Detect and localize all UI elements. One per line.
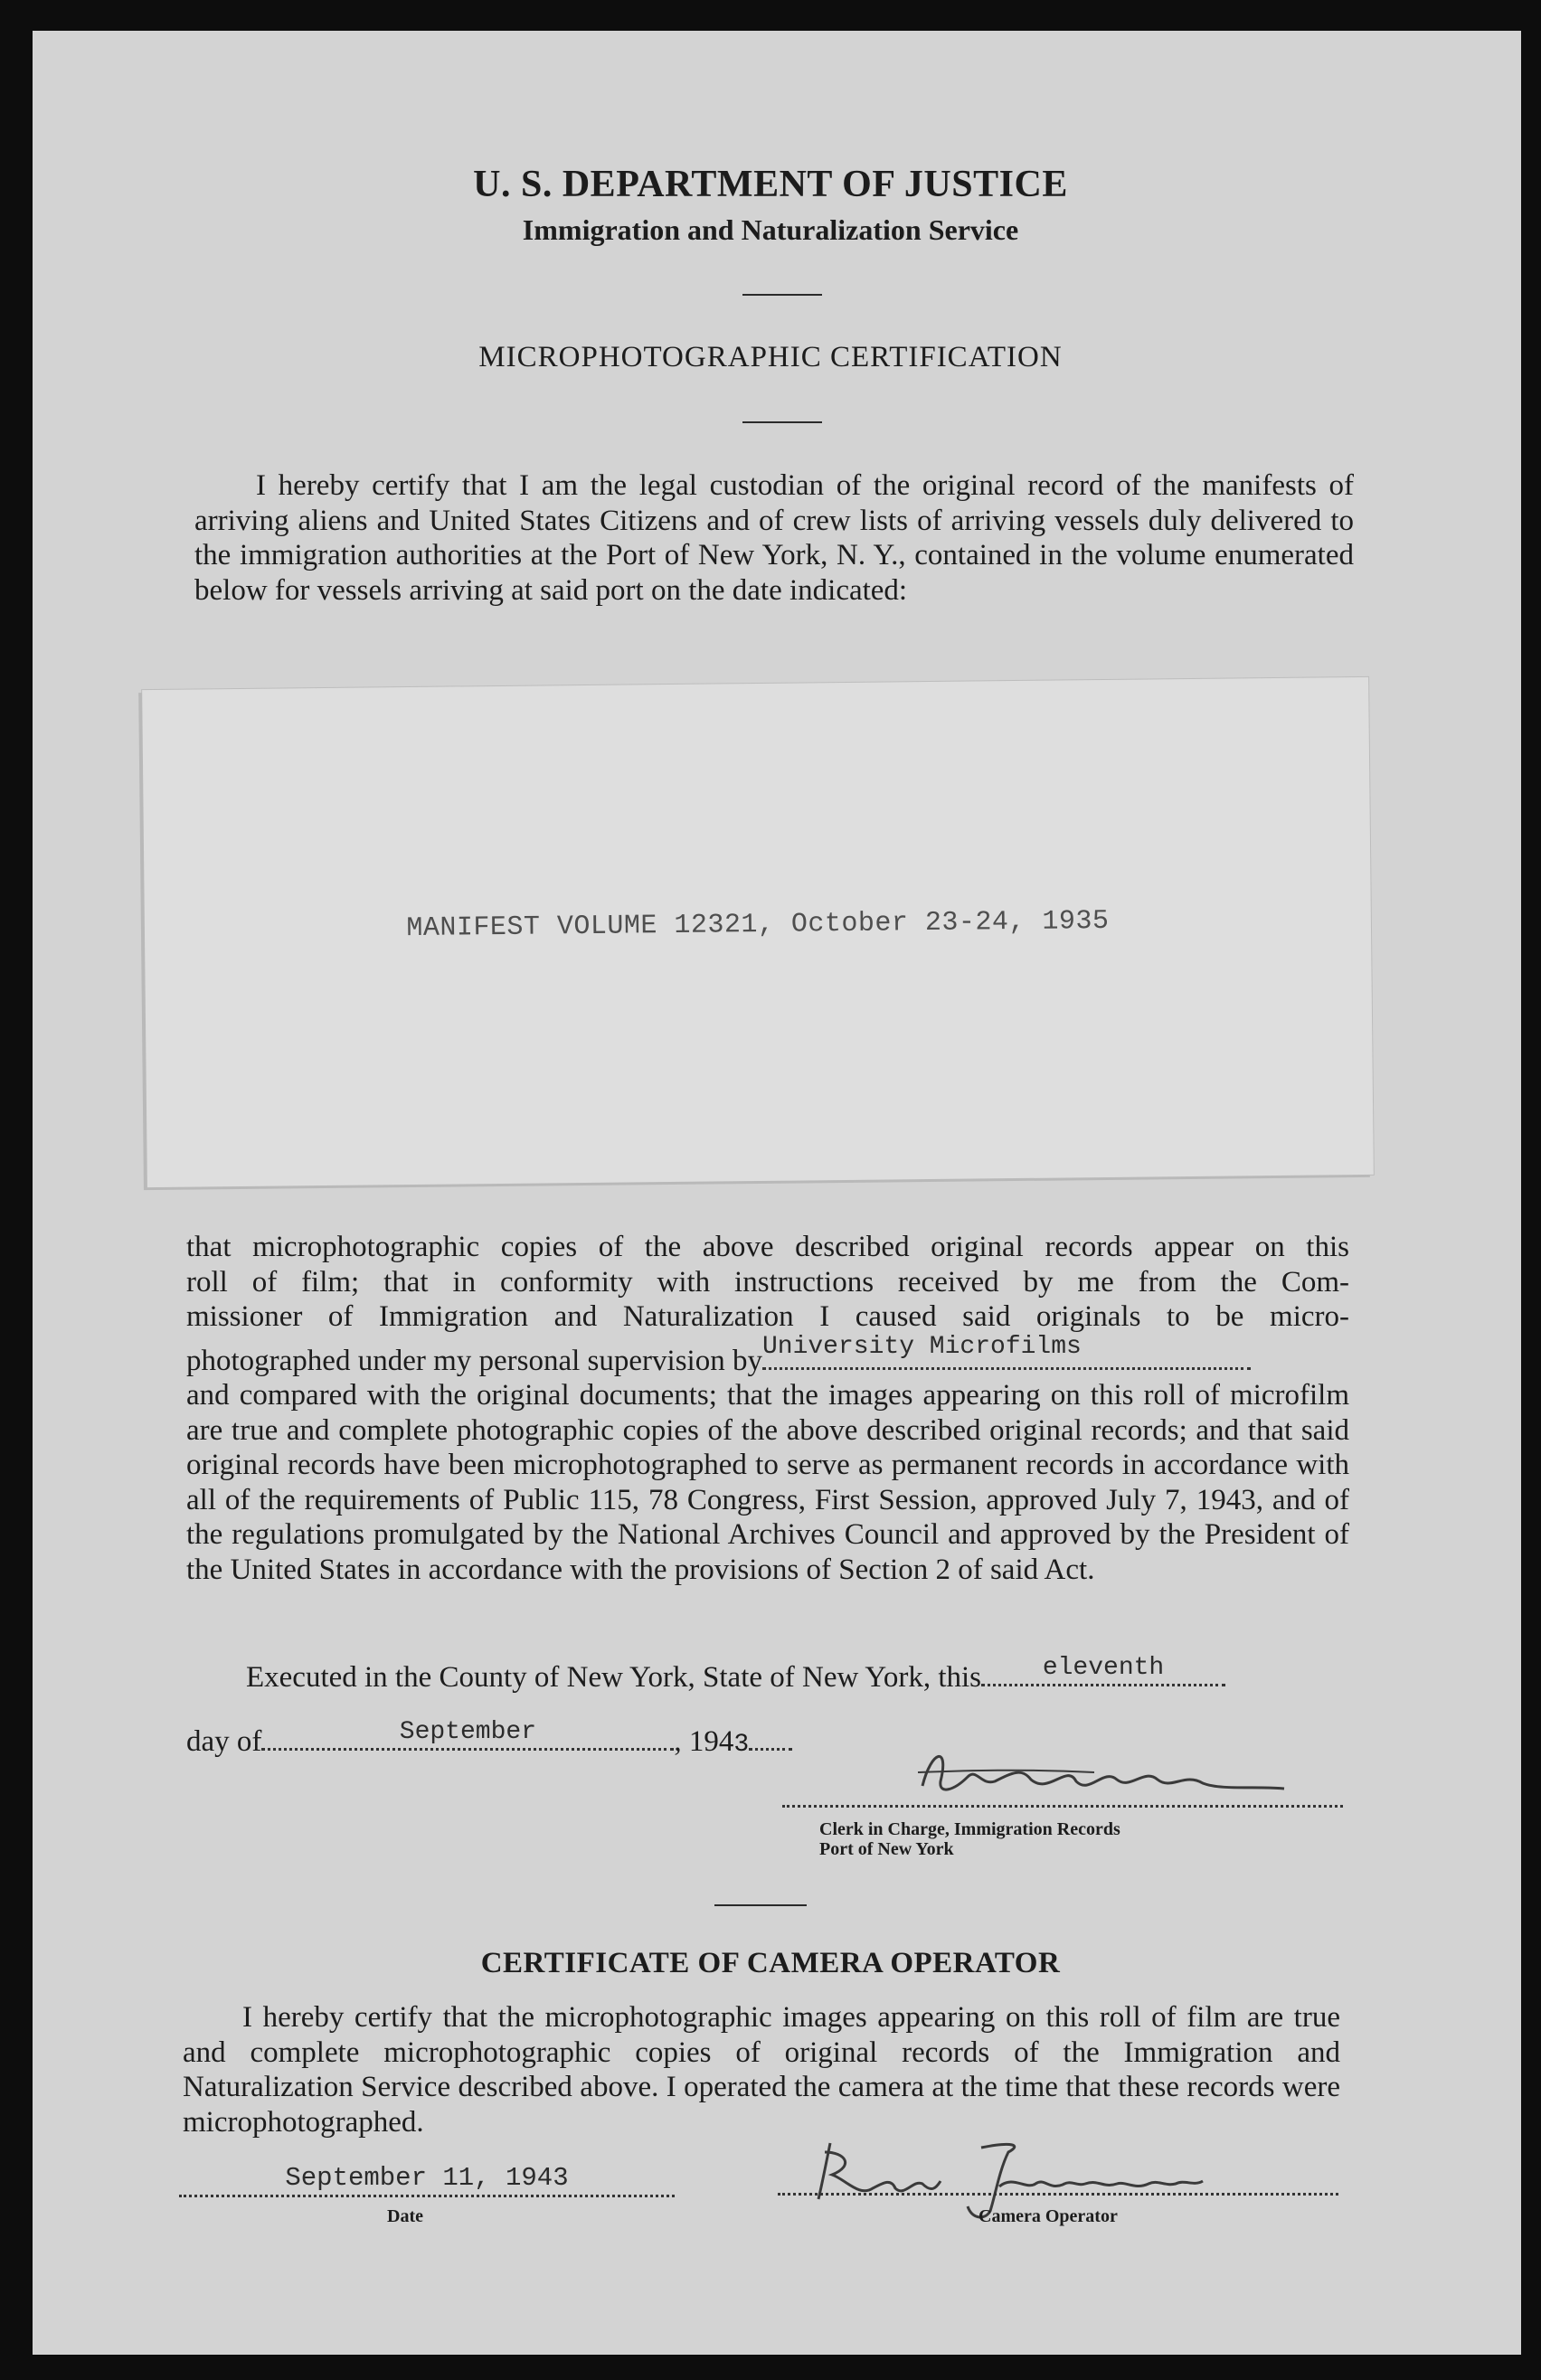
operator-date-value: September 11, 1943 bbox=[285, 2163, 569, 2193]
body-line-3: missioner of Immigration and Naturalization I caused said originals to be micro- bbox=[186, 1300, 1349, 1333]
body-rest: and compared with the original documents; that the images appearing on this roll of microfilm are true and complete photographic copies of the above described original records; and that said original records have been microphotographed to serve as permanent records in accordance with all of the requirements of Public 115, 78 Congress, First Session, approved July 7, 1943, and of the regulations promulgated by the National Archives Council and approved by the President of the United States in accordance with the provisions of Section 2 of said Act. bbox=[186, 1379, 1349, 1586]
clerk-title-line-1: Clerk in Charge, Immigration Records bbox=[819, 1819, 1120, 1839]
supervisor-field bbox=[761, 1333, 1251, 1370]
day-field bbox=[981, 1654, 1225, 1686]
year-fill bbox=[749, 1721, 792, 1751]
camera-operator-statement: I hereby certify that the microphotographic images appearing on this roll of film are true and complete microphotographic copies of original records of the Immigration and Naturalization Service described above. I operated the camera at the time that these records were microphotographed. bbox=[183, 2001, 1340, 2139]
supervisor-value: University Microfilms bbox=[761, 1333, 1082, 1361]
divider-2 bbox=[742, 421, 822, 423]
year-digit: 3 bbox=[733, 1731, 750, 1759]
day-of-label: day of bbox=[186, 1725, 262, 1758]
month-value: September bbox=[399, 1718, 536, 1746]
certification-body bbox=[186, 1230, 1349, 1587]
execution-prefix: Executed in the County of New York, State of New York, this bbox=[246, 1661, 982, 1694]
divider-3 bbox=[714, 1904, 807, 1906]
year-prefix: , 194 bbox=[674, 1725, 734, 1758]
date-label: Date bbox=[387, 2206, 423, 2226]
custodian-statement: I hereby certify that I am the legal custodian of the original record of the manifests of arriving aliens and United States Citizens and of crew lists of arriving vessels duly delivered to the immigration authorities at the Port of New York, N. Y., contained in the volume enumerated below for vessels arriving at said port on the date indicated: bbox=[194, 469, 1354, 607]
body-line-4 bbox=[186, 1333, 1349, 1379]
service-subheading: Immigration and Naturalization Service bbox=[522, 213, 1019, 246]
month-field bbox=[261, 1718, 674, 1751]
camera-operator-heading: CERTIFICATE OF CAMERA OPERATOR bbox=[480, 1947, 1061, 1979]
operator-date-field bbox=[179, 2157, 675, 2197]
operator-signature-line bbox=[778, 2193, 1338, 2196]
manifest-volume-label: MANIFEST VOLUME 12321, October 23-24, 1935 bbox=[406, 905, 1110, 945]
certification-title: MICROPHOTOGRAPHIC CERTIFICATION bbox=[478, 341, 1063, 373]
supervision-prefix: photographed under my personal supervision by bbox=[186, 1344, 762, 1377]
clerk-title-line-2: Port of New York bbox=[819, 1839, 954, 1859]
department-heading: U. S. DEPARTMENT OF JUSTICE bbox=[473, 164, 1068, 205]
body-line-2: roll of film; that in conformity with instructions received by me from the Com- bbox=[186, 1265, 1349, 1299]
day-value: eleventh bbox=[1042, 1654, 1165, 1682]
operator-label: Camera Operator bbox=[978, 2206, 1118, 2226]
execution-line bbox=[246, 1654, 1225, 1695]
clerk-signature bbox=[913, 1745, 1302, 1809]
body-line-1: that microphotographic copies of the above described original records appear on this bbox=[186, 1231, 1349, 1263]
divider-1 bbox=[742, 294, 822, 296]
date-line bbox=[186, 1718, 792, 1759]
volume-slip bbox=[142, 677, 1374, 1187]
clerk-signature-scribble bbox=[913, 1745, 1302, 1809]
clerk-signature-line bbox=[782, 1805, 1343, 1808]
clerk-title bbox=[819, 1819, 1120, 1859]
